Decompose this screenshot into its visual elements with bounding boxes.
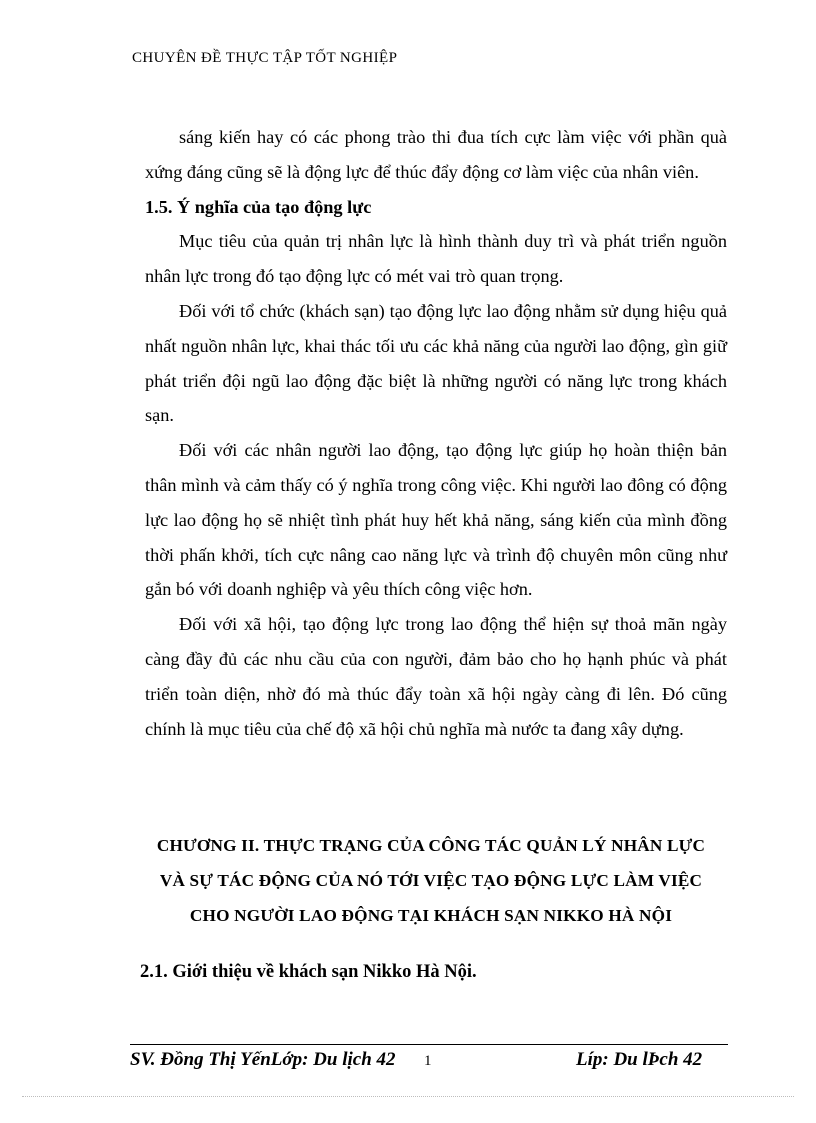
chapter-title <box>120 828 742 933</box>
paragraph: Đối với xã hội, tạo động lực trong lao động thể hiện sự thoả mãn ngày càng đầy đủ các nhu cầu của con người, đảm bảo cho họ hạnh phúc và phát triển toàn diện, nhờ đó mà thúc đẩy toàn xã hội ngày càng đi lên. Đó cũng chính là mục tiêu của chế độ xã hội chủ nghĩa mà nước ta đang xây dựng. <box>145 614 727 739</box>
footer-student: SV. Đồng Thị YếnLớp: Du lịch 42 <box>130 1049 396 1070</box>
footer-class: Líp: Du lÞch 42 <box>576 1049 703 1070</box>
chapter-title-line: VÀ SỰ TÁC ĐỘNG CỦA NÓ TỚI VIỆC TẠO ĐỘNG LỰC LÀM VIỆC <box>159 871 703 890</box>
page-number: 1 <box>424 1053 432 1069</box>
paragraph-continued: sáng kiến hay có các phong trào thi đua tích cực làm việc với phần quà xứng đáng cũng sẽ là động lực để thúc đẩy động cơ làm việc của nhân viên. <box>145 127 727 182</box>
page-edge-divider <box>22 1096 794 1097</box>
body-text <box>145 120 727 746</box>
running-header: CHUYÊN ĐỀ THỰC TẬP TỐT NGHIỆP <box>132 50 398 66</box>
chapter-title-line: CHO NGƯỜI LAO ĐỘNG TẠI KHÁCH SẠN NIKKO HÀ NỘI <box>189 906 673 925</box>
paragraph: Đối với tổ chức (khách sạn) tạo động lực lao động nhằm sử dụng hiệu quả nhất nguồn nhân lực, khai thác tối ưu các khả năng của người lao động, gìn giữ phát triển đội ngũ lao động đặc biệt là những người có năng lực trong khách sạn. <box>145 300 727 426</box>
paragraph: Đối với các nhân người lao động, tạo động lực giúp họ hoàn thiện bản thân mình và cảm thấy có ý nghĩa trong công việc. Khi người lao đông có động lực lao động họ sẽ nhiệt tình phát huy hết khả năng, sáng kiến của mình đồng thời phấn khởi, tích cực nâng cao năng lực và trình độ chuyên môn cũng như gắn bó với doanh nghiệp và yêu thích công việc hơn. <box>145 440 727 600</box>
footer-divider <box>130 1044 728 1045</box>
section-heading: 1.5. Ý nghĩa của tạo động lực <box>145 196 372 217</box>
subsection-heading: 2.1. Giới thiệu về khách sạn Nikko Hà Nội. <box>140 962 477 982</box>
chapter-title-line: CHƯƠNG II. THỰC TRẠNG CỦA CÔNG TÁC QUẢN LÝ NHÂN LỰC <box>156 836 706 855</box>
paragraph: Mục tiêu của quản trị nhân lực là hình thành duy trì và phát triển nguồn nhân lực trong đó tạo động lực có mét vai trò quan trọng. <box>145 231 727 287</box>
